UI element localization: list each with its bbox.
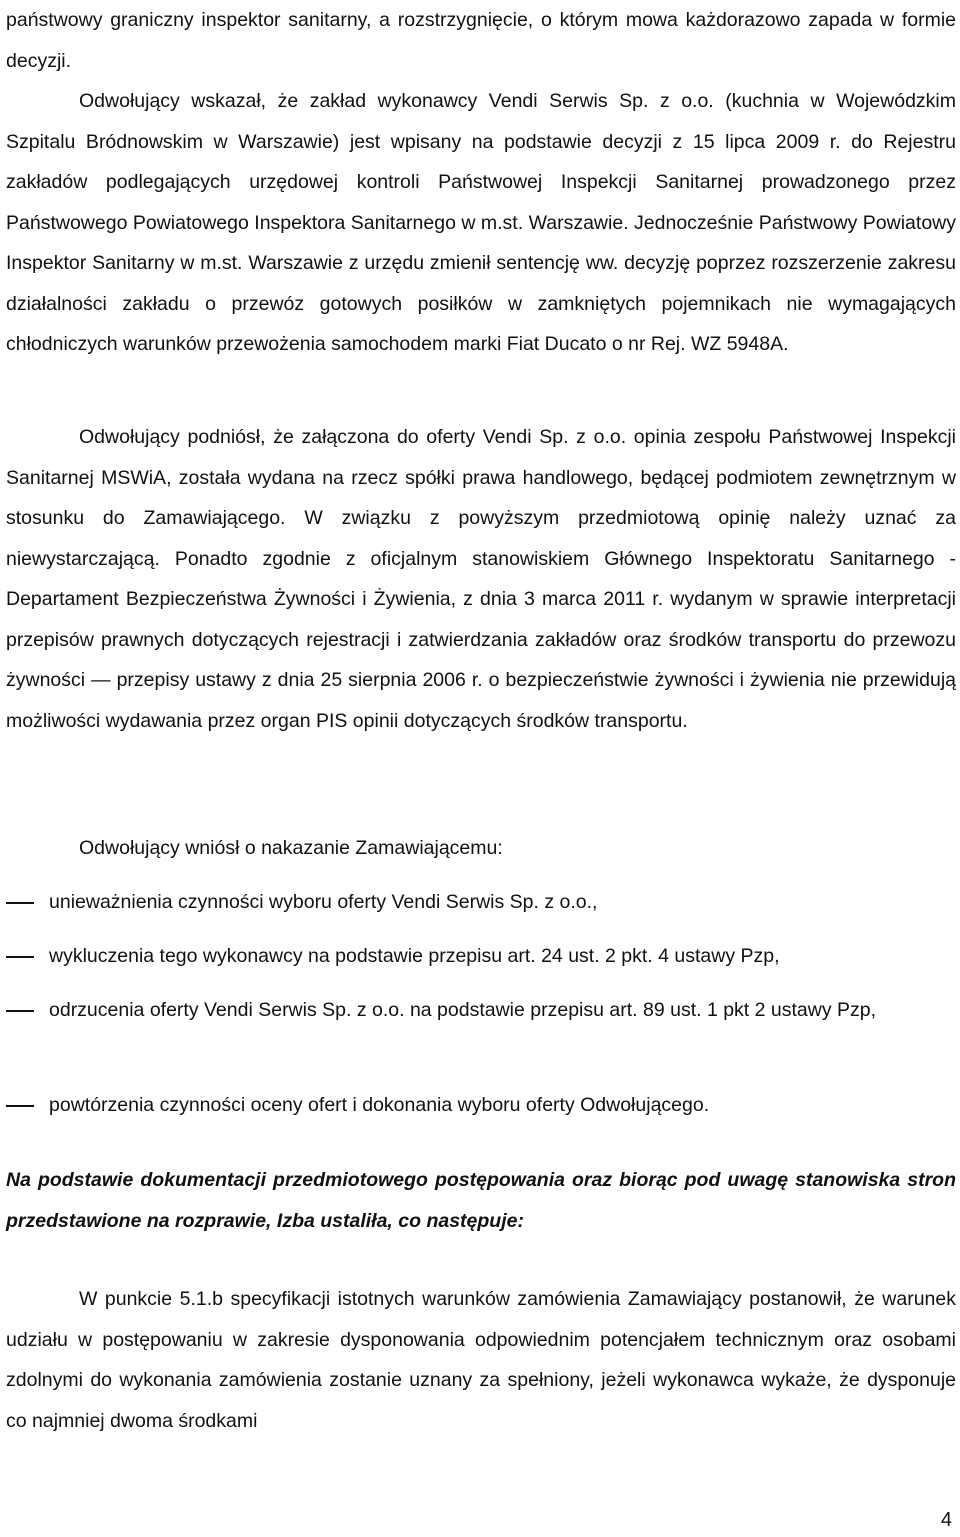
paragraph-demands-intro: Odwołujący wniósł o nakazanie Zamawiającemu: bbox=[79, 837, 503, 859]
findings-heading: Na podstawie dokumentacji przedmiotowego postępowania oraz biorąc pod uwagę stanowiska stron przedstawione na rozprawie, Izba ustaliła, co następuje: bbox=[6, 1169, 956, 1232]
demand-list-item bbox=[6, 936, 956, 977]
demand-list-item bbox=[6, 882, 956, 923]
demand-text: powtórzenia czynności oceny ofert i dokonania wyboru oferty Odwołującego. bbox=[49, 1094, 710, 1116]
paragraph-register-entry: Odwołujący wskazał, że zakład wykonawcy Vendi Serwis Sp. z o.o. (kuchnia w Wojewódzkim Szpitalu Bródnowskim w Warszawie) jest wpisany na podstawie decyzji z 15 lipca 2009 r. do Rejestru zakładów podlegających urzędowej kontroli Państwowej Inspekcji Sanitarnej prowadzonego przez Państwowego Powiatowego Inspektora Sanitarnego w m.st. Warszawie. Jednocześnie Państwowy Powiatowy Inspektor Sanitarny w m.st. Warszawie z urzędu zmienił sentencję ww. decyzję poprzez rozszerzenie zakresu działalności zakładu o przewóz gotowych posiłków w zamkniętych pojemnikach nie wymagających chłodniczych warunków przewożenia samochodem marki Fiat Ducato o nr Rej. WZ 5948A. bbox=[6, 90, 956, 355]
demand-text: unieważnienia czynności wyboru oferty Vendi Serwis Sp. z o.o., bbox=[49, 891, 598, 913]
page-number: 4 bbox=[940, 1509, 952, 1531]
paragraph-tender-conditions: W punkcie 5.1.b specyfikacji istotnych warunków zamówienia Zamawiający postanowił, że warunek udziału w postępowaniu w zakresie dysponowania odpowiednim potencjałem technicznym oraz osobami zdolnymi do wykonania zamówienia zostanie uznany za spełniony, jeżeli wykonawca wykaże, że dysponuje co najmniej dwoma środkami bbox=[6, 1288, 956, 1432]
demand-text: odrzucenia oferty Vendi Serwis Sp. z o.o. na podstawie przepisu art. 89 ust. 1 pkt 2 ustawy Pzp, bbox=[49, 999, 877, 1021]
paragraph-continuation: państwowy graniczny inspektor sanitarny, a rozstrzygnięcie, o którym mowa każdorazowo zapada w formie decyzji. bbox=[6, 9, 956, 72]
demand-list-item bbox=[6, 990, 956, 1031]
demand-list-item bbox=[6, 1085, 956, 1126]
paragraph-sanitary-opinion: Odwołujący podniósł, że załączona do oferty Vendi Sp. z o.o. opinia zespołu Państwowej Inspekcji Sanitarnej MSWiA, została wydana na rzecz spółki prawa handlowego, będącej podmiotem zewnętrznym w stosunku do Zamawiającego. W związku z powyższym przedmiotową opinię należy uznać za niewystarczającą. Ponadto zgodnie z oficjalnym stanowiskiem Głównego Inspektoratu Sanitarnego - Departament Bezpieczeństwa Żywności i Żywienia, z dnia 3 marca 2011 r. wydanym w sprawie interpretacji przepisów prawnych dotyczących rejestracji i zatwierdzania zakładów oraz środków transportu do przewozu żywności — przepisy ustawy z dnia 25 sierpnia 2006 r. o bezpieczeństwie żywności i żywienia nie przewidują możliwości wydawania przez organ PIS opinii dotyczących środków transportu. bbox=[6, 426, 956, 732]
demand-text: wykluczenia tego wykonawcy na podstawie przepisu art. 24 ust. 2 pkt. 4 ustawy Pzp, bbox=[49, 945, 780, 967]
